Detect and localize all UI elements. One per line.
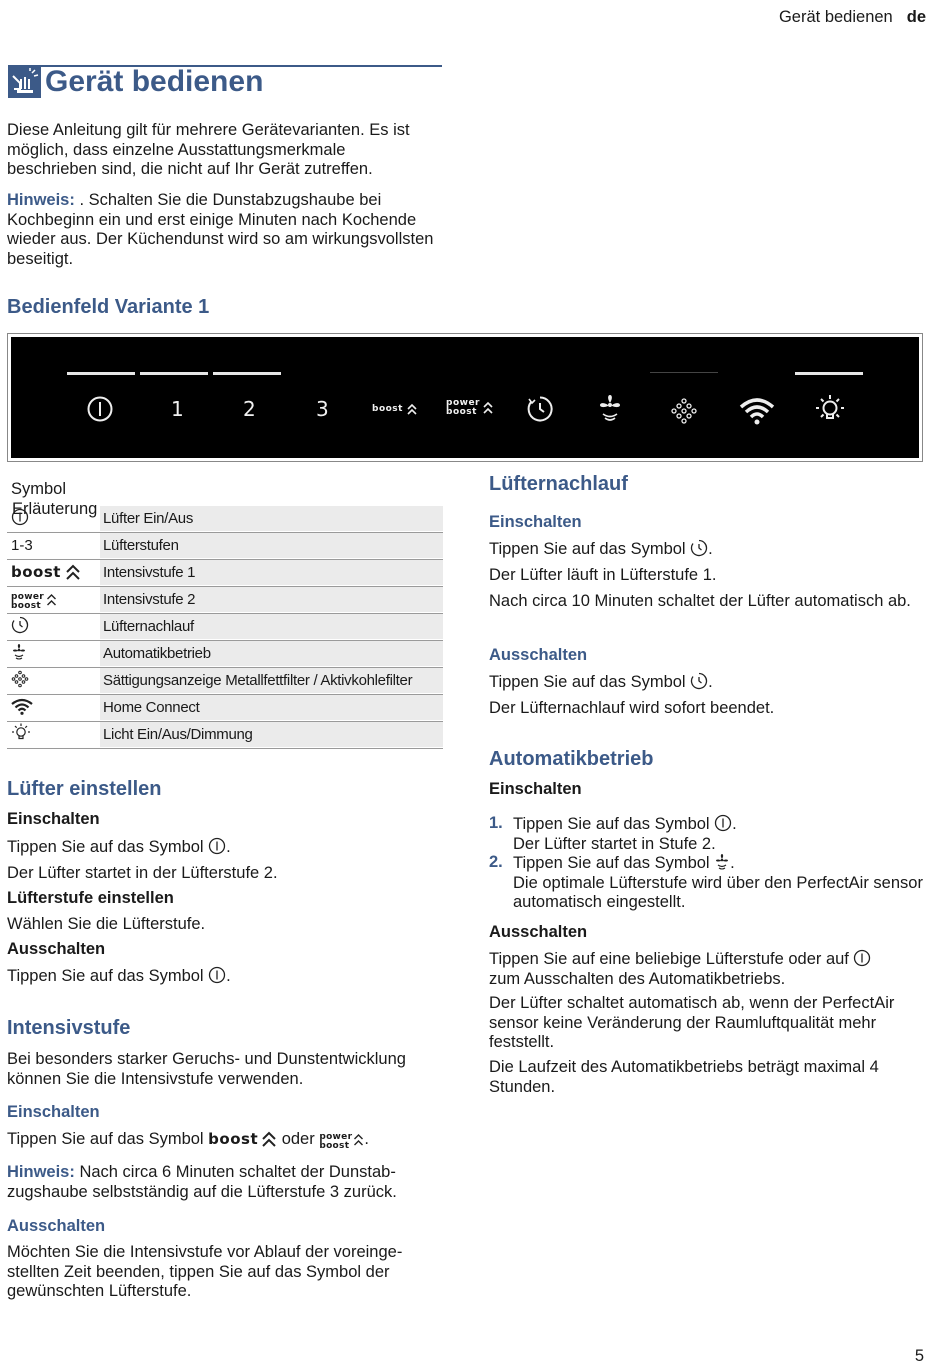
- intensive-text: Bei besonders starker Geruchs- und Dunstentwicklung können Sie die Intensivstufe verwenden.: [7, 1050, 406, 1088]
- note-label: Hinweis:: [7, 191, 75, 209]
- auto-runtime-text: Die Laufzeit des Automatikbetriebs beträgt maximal 4 Stunden.: [489, 1058, 879, 1096]
- table-label-cell: Sättigungsanzeige Metallfettfilter / Aktivkohlefilter: [100, 668, 443, 693]
- note-text: . Schalten Sie die Dunstabzugshaube bei Kochbeginn ein und erst einige Minuten nach Kochende wieder aus. Der Küchendunst wird so am wirkungsvollsten beseitigt.: [7, 191, 434, 268]
- panel-power-boost-button[interactable]: [446, 399, 494, 417]
- auto-fan-icon: [714, 853, 730, 871]
- timer-icon: [690, 539, 708, 557]
- table-row: [7, 722, 443, 749]
- table-row: [7, 641, 443, 668]
- table-row: [7, 614, 443, 641]
- panel-auto-fan-icon[interactable]: [597, 393, 623, 431]
- running-header: [779, 8, 926, 28]
- table-symbol-cell: [7, 641, 98, 666]
- power-word: power: [319, 1132, 353, 1142]
- fan-on-instruction: Tippen Sie auf das Symbol .: [7, 838, 231, 856]
- symbol-table: [7, 480, 443, 751]
- auto-fan-icon: [11, 643, 27, 661]
- auto-mode-heading: Automatikbetrieb: [489, 748, 654, 770]
- double-chevron-up-icon: [65, 564, 81, 580]
- double-chevron-up-icon: [261, 1131, 277, 1147]
- table-label-cell: Intensivstufe 2: [100, 587, 443, 612]
- power-icon: [11, 508, 29, 526]
- intensive-note: [7, 1163, 439, 1202]
- timer-icon: [11, 616, 29, 634]
- instruction-text: zum Ausschalten des Automatikbetriebs.: [489, 969, 786, 988]
- table-symbol-cell: [7, 668, 98, 693]
- note-paragraph: [7, 191, 439, 269]
- double-chevron-up-icon: [353, 1133, 364, 1147]
- filter-dots-icon: [11, 670, 29, 688]
- panel-power-label: power: [446, 398, 480, 408]
- table-label-cell: Home Connect: [100, 695, 443, 720]
- instruction-text: Tippen Sie auf das Symbol: [7, 1130, 209, 1148]
- panel-wifi-icon[interactable]: [739, 397, 775, 431]
- intensive-off-heading: Ausschalten: [7, 1217, 106, 1235]
- table-symbol-cell: [7, 695, 98, 720]
- timer-icon: [690, 672, 708, 690]
- set-level-heading: Lüfterstufe einstellen: [7, 889, 174, 907]
- after-run-off-heading: Ausschalten: [489, 646, 588, 664]
- intensive-on-instruction: Tippen Sie auf das Symbol boost oder power boost .: [7, 1130, 369, 1151]
- after-run-level-text: Der Lüfter läuft in Lüfterstufe 1.: [489, 566, 717, 584]
- power-icon: [714, 814, 732, 832]
- after-run-on-instruction: Tippen Sie auf das Symbol .: [489, 540, 713, 558]
- note-label: Hinweis:: [7, 1163, 75, 1181]
- step-subtext: Die optimale Lüfterstufe wird über den PerfectAir sensor automatisch eingestellt.: [513, 873, 923, 911]
- boost-label: boost: [208, 1130, 259, 1148]
- intro-paragraph: Diese Anleitung gilt für mehrere Gerätevarianten. Es ist möglich, dass einzelne Ausstattungsmerkmale beschrieben sind, die nicht auf Ihr Gerät zutreffen.: [7, 121, 410, 178]
- power-boost-label: [11, 593, 44, 611]
- table-row: [7, 506, 443, 533]
- fan-off-heading: Ausschalten: [7, 940, 106, 958]
- fan-starts-text: Der Lüfter startet in der Lüfterstufe 2.: [7, 864, 278, 882]
- page-number: 5: [914, 1347, 924, 1365]
- panel-filter-dots-icon[interactable]: [670, 397, 698, 431]
- double-chevron-up-icon: [482, 401, 494, 415]
- panel-light-icon[interactable]: [815, 393, 845, 431]
- after-run-on-heading: Einschalten: [489, 513, 582, 531]
- instruction-text: Tippen Sie auf das Symbol: [7, 967, 209, 985]
- fan-section-heading: Lüfter einstellen: [7, 778, 162, 800]
- auto-step-2: 2. Tippen Sie auf das Symbol . Die optimale Lüfterstufe wird über den PerfectAir sensor automatisch eingestellt.: [489, 853, 923, 911]
- level-bar-2: [140, 372, 208, 375]
- or-text: oder: [277, 1130, 320, 1148]
- boost-label: boost: [11, 563, 61, 581]
- control-panel-surface: [11, 337, 919, 458]
- table-label-cell: Lüfter Ein/Aus: [100, 506, 443, 531]
- light-icon: [11, 722, 31, 742]
- table-label-cell: Intensivstufe 1: [100, 560, 443, 585]
- note-text: Nach circa 6 Minuten schaltet der Dunstabzugshaube selbstständig auf die Lüfterstufe 3 zurück.: [7, 1163, 397, 1201]
- table-row: [7, 695, 443, 722]
- control-panel: [7, 333, 923, 462]
- table-label-cell: Licht Ein/Aus/Dimmung: [100, 722, 443, 747]
- table-symbol-cell: [7, 587, 98, 612]
- intensive-heading: Intensivstufe: [7, 1017, 131, 1039]
- after-run-auto-off-text: Nach circa 10 Minuten schaltet der Lüfter automatisch ab.: [489, 592, 911, 610]
- step-text: Tippen Sie auf das Symbol: [513, 854, 715, 872]
- table-row: [7, 668, 443, 695]
- table-symbol-cell: 1-3: [11, 537, 33, 554]
- light-bar: [795, 372, 863, 375]
- panel-level-1[interactable]: 1: [171, 397, 184, 421]
- auto-off-sensor-text: Der Lüfter schaltet automatisch ab, wenn der PerfectAir sensor keine Veränderung der Raumluftqualität mehr feststellt.: [489, 994, 895, 1051]
- table-row: [7, 587, 443, 614]
- panel-power-icon[interactable]: [86, 395, 114, 429]
- header-language: de: [906, 8, 926, 26]
- instruction-text: Tippen Sie auf das Symbol: [7, 838, 209, 856]
- power-boost-label: [319, 1133, 352, 1151]
- auto-off-heading: Ausschalten: [489, 923, 588, 941]
- table-header-symbol: Symbol: [11, 480, 67, 498]
- table-symbol-cell: [7, 614, 98, 639]
- intensive-off-text: Möchten Sie die Intensivstufe vor Ablauf der voreingestellten Zeit beenden, tippen Sie auf das Symbol der gewünschten Lüfterstufe.: [7, 1243, 403, 1300]
- header-section: Gerät bedienen: [778, 8, 893, 26]
- fan-off-instruction: Tippen Sie auf das Symbol .: [7, 967, 231, 985]
- step-subtext: Der Lüfter startet in Stufe 2.: [513, 834, 716, 853]
- step-number: 2.: [489, 853, 503, 871]
- after-run-heading: Lüfternachlauf: [489, 473, 628, 495]
- double-chevron-up-icon: [46, 593, 57, 607]
- table-label-cell: Automatikbetrieb: [100, 641, 443, 666]
- auto-off-instruction: [489, 949, 929, 989]
- auto-on-heading: Einschalten: [489, 780, 582, 798]
- table-symbol-cell: [7, 506, 98, 531]
- panel-level-3[interactable]: 3: [316, 397, 329, 421]
- instruction-text: Tippen Sie auf eine beliebige Lüfterstufe oder auf: [489, 950, 854, 968]
- panel-boost-label: boost: [372, 403, 403, 414]
- after-run-ended-text: Der Lüfternachlauf wird sofort beendet.: [489, 699, 775, 717]
- table-header-explanation: Erläuterung: [12, 499, 98, 518]
- choose-level-text: Wählen Sie die Lüfterstufe.: [7, 915, 206, 933]
- panel-timer-icon[interactable]: [526, 395, 554, 429]
- level-bar-3: [213, 372, 281, 375]
- panel-boost-button[interactable]: [372, 403, 418, 415]
- table-label-cell: Lüfterstufen: [100, 533, 443, 558]
- boost-word: boost: [11, 601, 41, 611]
- step-number: 1.: [489, 814, 503, 832]
- page-title: Gerät bedienen: [45, 65, 264, 98]
- wifi-icon: [11, 698, 33, 715]
- table-row: [7, 533, 443, 560]
- intensive-on-heading: Einschalten: [7, 1103, 100, 1121]
- auto-step-1: 1. Tippen Sie auf das Symbol . Der Lüfter startet in Stufe 2.: [489, 814, 737, 853]
- table-row: [7, 560, 443, 587]
- double-chevron-up-icon: [406, 403, 418, 415]
- step-text: Tippen Sie auf das Symbol: [513, 815, 715, 833]
- fan-on-heading: Einschalten: [7, 810, 100, 828]
- table-symbol-cell: [7, 722, 98, 747]
- power-icon: [208, 837, 226, 855]
- boost-word: boost: [319, 1141, 350, 1151]
- panel-level-2[interactable]: 2: [243, 397, 256, 421]
- table-label-cell: Lüfternachlauf: [100, 614, 443, 639]
- panel-boost2-label: boost: [446, 407, 477, 417]
- panel-heading: Bedienfeld Variante 1: [7, 296, 210, 318]
- level-bar-1: [67, 372, 135, 375]
- table-symbol-cell: [7, 560, 98, 585]
- instruction-text: Tippen Sie auf das Symbol: [489, 540, 691, 558]
- power-icon: [853, 949, 871, 967]
- instruction-text: Tippen Sie auf das Symbol: [489, 673, 691, 691]
- level-bar-inactive: [650, 372, 718, 373]
- after-run-off-instruction: Tippen Sie auf das Symbol .: [489, 673, 713, 691]
- power-word: power: [11, 592, 44, 602]
- power-icon: [208, 966, 226, 984]
- operate-device-icon: [8, 67, 41, 98]
